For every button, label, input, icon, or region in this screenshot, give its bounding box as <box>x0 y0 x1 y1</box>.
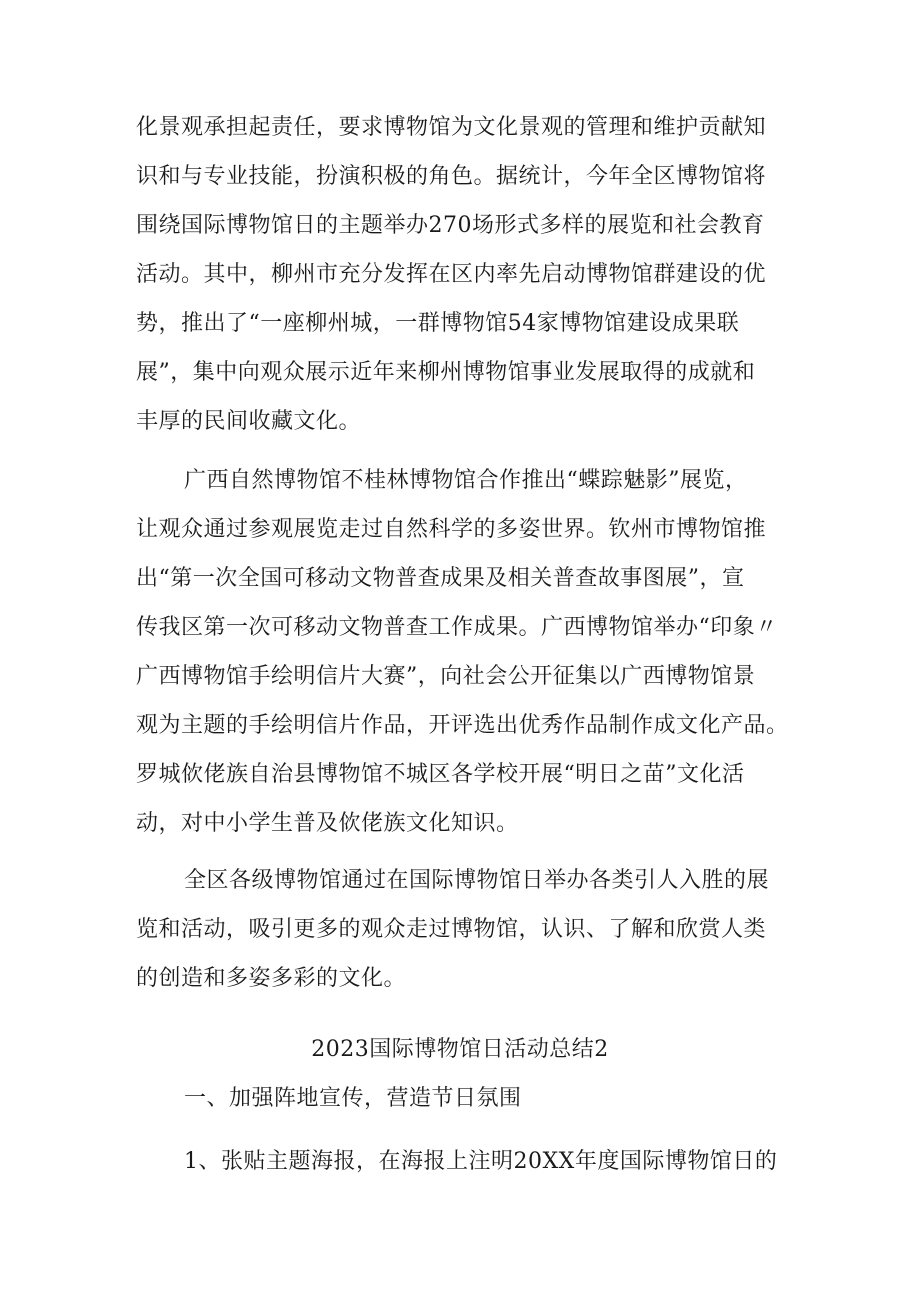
paragraph-line: 活动。其中，柳州市充分发挥在区内率先启动博物馆群建设的优 <box>136 262 767 287</box>
paragraph-line: 围绕国际博物馆日的主题举办270场形式多样的展览和社会教育 <box>136 213 765 238</box>
list-item: 1、张贴主题海报，在海报上注明20XX年度国际博物馆日的 <box>184 1149 778 1174</box>
paragraph-line: 全区各级博物馆通过在国际博物馆日举办各类引人入胜的展 <box>184 868 770 893</box>
paragraph-line: 化景观承担起责任，要求博物馆为文化景观的管理和维护贡献知 <box>136 115 767 140</box>
section-title: 2023国际博物馆日活动总结2 <box>311 1037 609 1062</box>
section-heading: 一、加强阵地宣传，营造节日氛围 <box>184 1086 522 1111</box>
paragraph-line: 罗城佽佬族自治县博物馆不城区各学校开展“明日之苗”文化活 <box>136 762 745 787</box>
paragraph-line: 广西自然博物馆不桂林博物馆合作推出“蝶踪魅影”展览， <box>184 468 748 493</box>
paragraph-line: 广西博物馆手绘明信片大赛”，向社会公开征集以广西博物馆景 <box>136 664 756 689</box>
paragraph-line: 传我区第一次可移动文物普查工作成果。广西博物馆举办“印象〃 <box>136 615 778 640</box>
paragraph-line: 识和与专业技能，扮演积极的角色。据统计，今年全区博物馆将 <box>136 164 767 189</box>
paragraph-line: 势，推出了“一座柳州城，一群博物馆54家博物馆建设成果联 <box>136 311 740 336</box>
paragraph-line: 出“第一次全国可移动文物普查成果及相关普查故事图展”，宣 <box>136 566 745 591</box>
paragraph-line: 动，对中小学生普及佽佬族文化知识。 <box>136 811 519 836</box>
paragraph-line: 的创造和多姿多彩的文化。 <box>136 966 407 991</box>
paragraph-line: 让观众通过参观展览走过自然科学的多姿世界。钦州市博物馆推 <box>136 517 767 542</box>
paragraph-line: 览和活动，吸引更多的观众走过博物馆，认识、了解和欣赏人类 <box>136 917 767 942</box>
paragraph-line: 观为主题的手绘明信片作品，开评选出优秀作品制作成文化产品。 <box>136 713 789 738</box>
paragraph-line: 展”，集中向观众展示近年来柳州博物馆事业发展取得的成就和 <box>136 360 756 385</box>
paragraph-line: 丰厚的民间收藏文化。 <box>136 409 362 434</box>
